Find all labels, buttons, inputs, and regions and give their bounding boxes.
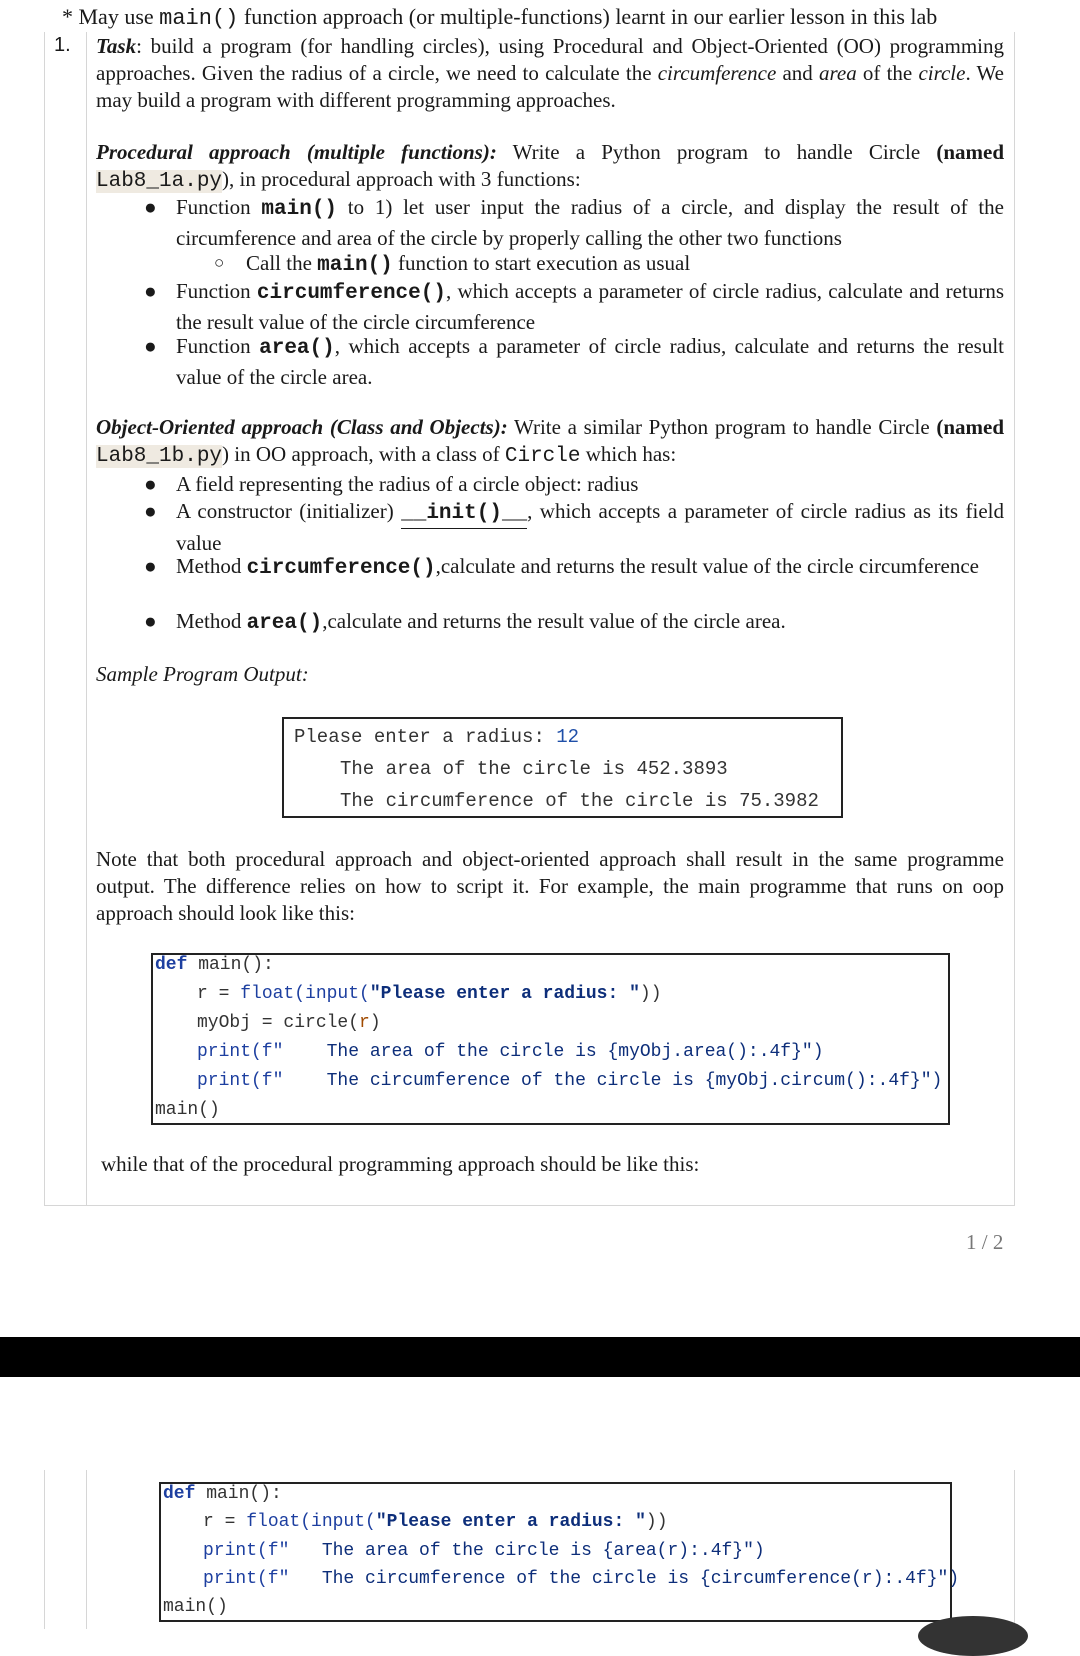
column-divider [86, 1470, 87, 1629]
oo-bullet-constructor: A constructor (initializer) __init()__, which accepts a parameter of circle radius as its field value [176, 499, 1004, 555]
oo-bullet-circumference: Method circumference(),calculate and returns the result value of the circle circumference [176, 554, 979, 580]
procedural-bullet-main: Function main() to 1) let user input the radius of a circle, and display the result of the circumference and area of the circle by properly calling the other two functions [176, 195, 1004, 250]
bullet-icon: ● [144, 279, 157, 303]
code-line-input: r = float(input("Please enter a radius: ")) [203, 1512, 668, 1532]
oo-intro: Object-Oriented approach (Class and Objects): Write a similar Python program to handle Circle (named Lab8_1b.py) in OO approach, with a class of Circle which has: [96, 415, 1004, 468]
code-line-def: def main(): [163, 1484, 282, 1504]
sample-output-label: Sample Program Output: [96, 662, 309, 686]
procedural-bullet-circumference: Function circumference(), which accepts a parameter of circle radius, calculate and returns the result value of the circle circumference [176, 279, 1004, 334]
procedural-sub-bullet: Call the main() function to start execution as usual [246, 251, 691, 277]
bullet-icon: ● [144, 609, 157, 633]
code-line-call: main() [163, 1597, 228, 1617]
code-line-print-area: print(f" The area of the circle is {myObj.area():.4f}") [197, 1042, 824, 1062]
filename-lab8-1b: Lab8_1b.py [96, 445, 223, 468]
oo-bullet-area: Method area(),calculate and returns the result value of the circle area. [176, 609, 786, 635]
bullet-icon: ● [144, 472, 157, 496]
table-border-left [44, 1470, 45, 1629]
table-border-right [1014, 1470, 1015, 1629]
filename-lab8-1a: Lab8_1a.py [96, 170, 223, 193]
note-paragraph: Note that both procedural approach and object-oriented approach shall result in the same programme output. The difference relies on how to script it. For example, the main programme that runs on oop approach should look like this: [96, 847, 1004, 925]
item-number: 1. [54, 34, 71, 56]
output-prompt-line: Please enter a radius: 12 [294, 726, 580, 748]
sample-output-box [282, 717, 843, 818]
output-circumference-line: The circumference of the circle is 75.3982 [340, 790, 819, 812]
bullet-icon: ● [144, 195, 157, 219]
column-divider [86, 32, 87, 1206]
code-line-def: def main(): [155, 955, 274, 975]
procedural-code-box [159, 1482, 960, 1622]
bullet-icon: ● [144, 499, 157, 523]
overlay-button-edge [918, 1616, 1028, 1656]
oop-code-box [151, 953, 950, 1125]
code-line-input: r = float(input("Please enter a radius: ")) [197, 984, 662, 1004]
code-line-call: main() [155, 1100, 220, 1120]
asterisk: * [62, 4, 73, 29]
task-paragraph: Task: build a program (for handling circles), using Procedural and Object-Oriented (OO) programming approaches. Given the radius of a circle, we need to calculate the circumference and area of the circle. We may build a program with different programming approaches. [96, 34, 1004, 112]
procedural-intro-sentence: while that of the procedural programming approach should be like this: [101, 1152, 700, 1176]
page-separator-bar [0, 1337, 1080, 1377]
procedural-bullet-area: Function area(), which accepts a parameter of circle radius, calculate and returns the result value of the circle area. [176, 334, 1004, 389]
bullet-icon: ● [144, 334, 157, 358]
procedural-intro: Procedural approach (multiple functions): Write a Python program to handle Circle (named Lab8_1a.py), in procedural approach with 3 functions: [96, 140, 1004, 193]
code-line-print-circumference: print(f" The circumference of the circle is {myObj.circum():.4f}") [197, 1071, 943, 1091]
code-line-print-circumference: print(f" The circumference of the circle is {circumference(r):.4f}") [203, 1569, 960, 1589]
oo-bullet-field: A field representing the radius of a circle object: radius [176, 472, 639, 496]
code-line-print-area: print(f" The area of the circle is {area(r):.4f}") [203, 1541, 765, 1561]
sub-bullet-icon: ○ [214, 253, 225, 272]
top-note: * May use main() function approach (or multiple-functions) learnt in our earlier lesson in this lab [62, 4, 938, 31]
bullet-icon: ● [144, 554, 157, 578]
main-code-inline: main() [159, 6, 239, 31]
output-area-line: The area of the circle is 452.3893 [340, 758, 728, 780]
page-number: 1 / 2 [966, 1230, 1004, 1254]
code-line-object: myObj = circle(r) [197, 1013, 381, 1033]
